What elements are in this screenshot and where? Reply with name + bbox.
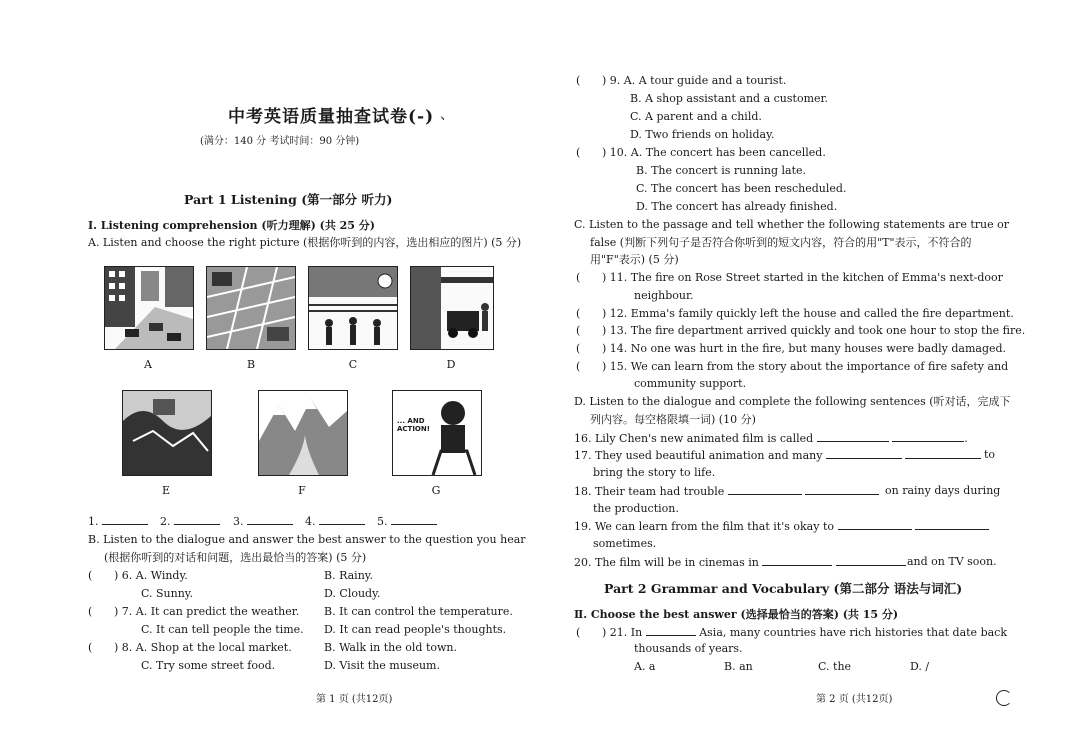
q12-paren[interactable]: ( [576,307,581,320]
q16-blank-2[interactable] [892,430,964,442]
q21-option-b: B. an [724,660,753,673]
title-mark: 、 [440,107,454,123]
picture-b [206,266,296,350]
section-b-instruction: B. Listen to the dialogue and answer the best answer to the question you hear [88,533,526,546]
q11-text: ) 11. The fire on Rose Street started in the kitchen of Emma's next-door [602,271,1003,284]
section-c-instruction-cn: false (判断下列句子是否符合你听到的短文内容，符合的用"T"表示，不符合的 [590,236,972,249]
picture-g [392,390,482,476]
picture-d-label: D [446,358,456,371]
q14-text: ) 14. No one was hurt in the fire, but many houses were badly damaged. [602,342,1007,355]
q18-text: 18. Their team had trouble [574,485,725,498]
q20-on: and on TV soon. [907,555,997,568]
answer-3[interactable] [233,513,293,529]
picture-f-label: F [298,484,306,497]
q7-option-a: ) 7. A. It can predict the weather. [114,605,300,618]
picture-f [258,390,348,476]
q21-option-c: C. the [818,660,852,673]
q7-option-b: B. It can control the temperature. [324,605,513,618]
q8-option-a: ) 8. A. Shop at the local market. [114,641,292,654]
answer-4-label: 4. [305,515,316,528]
answer-2-blank[interactable] [174,513,220,525]
q7-option-c: C. It can tell people the time. [141,623,304,636]
answer-1-label: 1. [88,515,99,528]
q15 [576,359,1008,374]
q21-blank[interactable] [646,624,696,636]
exam-subtitle: (满分：140 分 考试时间：90 分钟) [200,136,360,147]
q20 [574,554,906,570]
q20-blank-1[interactable] [762,554,832,566]
q18-blank-2[interactable] [805,483,879,495]
q15-paren[interactable]: ( [576,360,581,373]
picture-g-caption: ... AND ACTION! [397,417,430,433]
answer-4-blank[interactable] [319,513,365,525]
q18-blank-1[interactable] [728,483,802,495]
q17-blank-1[interactable] [826,447,902,459]
q9-paren[interactable]: ( [576,74,581,87]
q9-option-d: D. Two friends on holiday. [630,128,775,141]
q14 [576,341,1006,356]
section-ii-heading: Ⅱ. Choose the best answer (选择最恰当的答案) (共 15 分) [574,608,899,621]
section-d-instruction-cn: 列内容。每空格限填一词) (10 分) [590,413,756,426]
city-traffic-illustration [105,267,193,349]
q9-option-a: ) 9. A. A tour guide and a tourist. [602,74,787,87]
q15-text-2: community support. [634,377,747,390]
parking-lot-illustration [207,267,295,349]
q17-text-2: bring the story to life. [593,466,716,479]
q8-option-d: D. Visit the museum. [324,659,440,672]
part2-heading: Part 2 Grammar and Vocabulary (第二部分 语法与词汇) [604,581,963,596]
picture-d [410,266,494,350]
q20-blank-2[interactable] [836,554,906,566]
q12-text: ) 12. Emma's family quickly left the house and called the fire department. [602,307,1014,320]
answer-3-label: 3. [233,515,244,528]
q21-paren[interactable]: ( [576,626,581,639]
page-1-footer: 第 1 页 (共12页) [316,694,393,705]
q16-blank-1[interactable] [817,430,889,442]
q8 [88,640,292,655]
q10 [576,145,826,160]
answer-5-blank[interactable] [391,513,437,525]
q6-option-c: C. Sunny. [141,587,194,600]
q12 [576,306,1014,321]
section-c-instruction-cn-2: 用"F"表示) (5 分) [590,253,679,266]
q10-option-b: B. The concert is running late. [636,164,807,177]
q19-blank-1[interactable] [838,518,912,530]
q21-text-rest: Asia, many countries have rich histories that date back [699,626,1007,639]
answer-4[interactable] [305,513,365,529]
answer-5[interactable] [377,513,437,529]
answer-2-label: 2. [160,515,171,528]
q10-option-d: D. The concert has already finished. [636,200,838,213]
q7 [88,604,299,619]
picture-g-label: G [431,484,441,497]
section-c-instruction: C. Listen to the passage and tell whether the following statements are true or [574,218,1009,231]
q21-option-a: A. a [634,660,656,673]
answer-1-blank[interactable] [102,513,148,525]
q14-paren[interactable]: ( [576,342,581,355]
q19-text-2: sometimes. [593,537,657,550]
mountain-river-illustration [259,391,347,475]
q9-option-c: C. A parent and a child. [630,110,762,123]
q18-text-2: the production. [593,502,679,515]
q17-to: to [984,448,996,461]
answer-2[interactable] [160,513,220,529]
q7-option-d: D. It can read people's thoughts. [324,623,507,636]
q19 [574,518,989,534]
page-2 [540,0,1080,746]
picture-e-label: E [161,484,171,497]
q11 [576,270,1003,285]
picture-e [122,390,212,476]
q10-option-c: C. The concert has been rescheduled. [636,182,847,195]
car-garage-illustration [411,267,493,349]
exam-title: 中考英语质量抽查试卷(-) [228,107,435,127]
section-b-instruction-cn: (根据你听到的对话和问题，选出最恰当的答案) (5 分) [104,551,367,564]
picture-c [308,266,398,350]
q18 [574,483,879,499]
q19-text: 19. We can learn from the film that it's okay to [574,520,834,533]
q8-option-b: B. Walk in the old town. [324,641,457,654]
q9-option-b: B. A shop assistant and a customer. [630,92,829,105]
section-a-instruction: A. Listen and choose the right picture (根据你听到的内容，选出相应的图片) (5 分) [88,236,522,249]
q8-paren[interactable]: ( [88,641,93,654]
q6-paren[interactable]: ( [88,569,93,582]
q13-text: ) 13. The fire department arrived quickly and took one hour to stop the fire. [602,324,1026,337]
picture-a-label: A [144,358,152,371]
q8-option-c: C. Try some street food. [141,659,276,672]
q16: 16. Lily Chen's new animated film is called . [574,432,968,445]
answer-1[interactable] [88,513,148,529]
q13-paren[interactable]: ( [576,324,581,337]
section-d-instruction: D. Listen to the dialogue and complete the following sentences (听对话，完成下 [574,395,1011,408]
q19-blank-2[interactable] [915,518,989,530]
answer-5-label: 5. [377,515,388,528]
q16-text: 16. Lily Chen's new animated film is called [574,432,814,445]
q6-option-d: D. Cloudy. [324,587,381,600]
q9 [576,73,786,88]
q6-option-b: B. Rainy. [324,569,374,582]
circle-mark-icon [996,690,1012,706]
page-2-footer: 第 2 页 (共12页) [816,694,893,705]
q10-option-a: ) 10. A. The concert has been cancelled. [602,146,826,159]
q17-blank-2[interactable] [905,447,981,459]
q21-option-d: D. / [910,660,930,673]
q7-paren[interactable]: ( [88,605,93,618]
picture-b-label: B [246,358,256,371]
director-chair-illustration [393,391,481,475]
q13 [576,323,1025,338]
q10-paren[interactable]: ( [576,146,581,159]
station-people-illustration [309,267,397,349]
rubble-storm-illustration [123,391,211,475]
part1-heading: Part 1 Listening (第一部分 听力) [184,192,393,207]
q21-text-2: thousands of years. [634,642,743,655]
q17-text: 17. They used beautiful animation and many [574,449,823,462]
q18-on: on rainy days during [885,484,1001,497]
section-i-heading: Ⅰ. Listening comprehension (听力理解) (共 25 分) [88,219,375,232]
picture-c-label: C [348,358,358,371]
q21-text: ) 21. In [602,626,643,639]
q11-text-2: neighbour. [634,289,694,302]
q11-paren[interactable]: ( [576,271,581,284]
q17 [574,447,981,463]
answer-3-blank[interactable] [247,513,293,525]
q15-text: ) 15. We can learn from the story about the importance of fire safety and [602,360,1009,373]
q21 [576,624,1007,640]
q6 [88,568,188,583]
q6-option-a: ) 6. A. Windy. [114,569,188,582]
picture-a [104,266,194,350]
q20-text: 20. The film will be in cinemas in [574,556,759,569]
